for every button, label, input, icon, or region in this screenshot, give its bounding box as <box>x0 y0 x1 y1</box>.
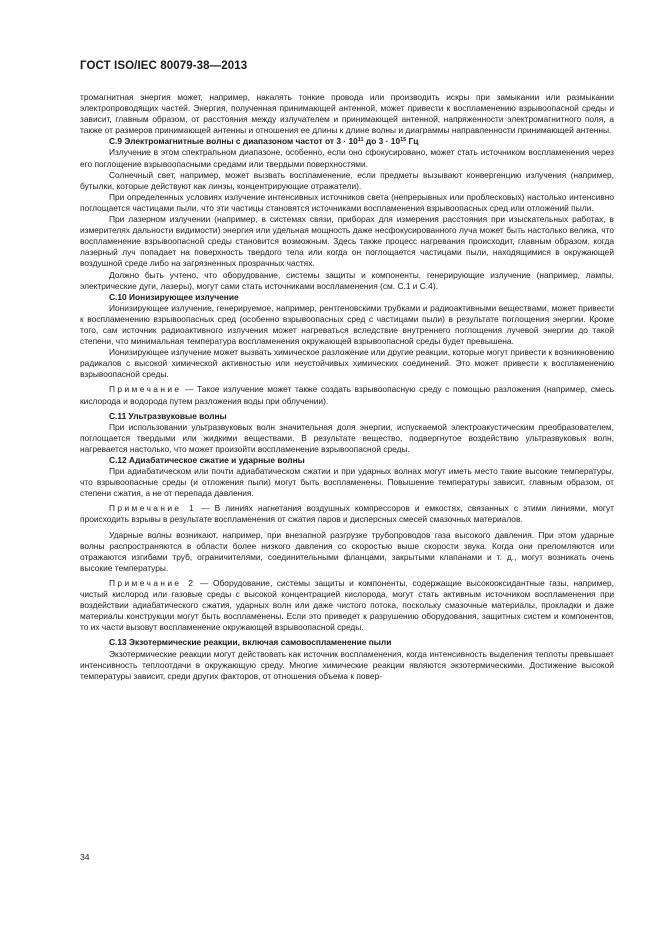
paragraph: Должно быть учтено, что оборудование, системы защиты и компоненты, генерирующие излучение (например, лампы, электрические дуги, лазеры), могут сами стать источниками воспламенения (см. С.1 и С.4). <box>80 269 614 291</box>
note-text: — Оборудование, системы защиты и компоненты, содержащие высокооксидантные газы, например, чистый кислород или газовые среды с высокой концентрацией кислорода, могут стать активным источником воспламенения при воздействии адиабатического сжатия, ударных волн или даже чистого потока, поскольку смазочные материалы, прокладки и даже материалы конструкции могут быть воспламенены. Если это приведет к разрушению оборудования, защитных систем и компонентов, то их части вызовут воспламенение окружающей взрывоопасной среды. <box>80 577 615 633</box>
heading-text: С.9 Электромагнитные волны с диапазоном частот от 3 · 10 <box>109 136 358 147</box>
section-heading-c10: С.10 Ионизирующее излучение <box>109 291 239 302</box>
note <box>80 578 614 633</box>
document-body <box>80 92 614 682</box>
exponent: 15 <box>400 137 407 144</box>
note-prefix: Примечание 1 <box>109 503 197 514</box>
page-number: 34 <box>80 852 90 862</box>
note-text: — Такое излучение может также создать взрывоопасную среду с помощью разложения (например, смесь кислорода и водорода путем разложения воды при облучении). <box>80 384 614 406</box>
paragraph: Ионизирующее излучение может вызвать химическое разложение или другие реакции, которые могут привести к возникновению радикалов с высокой химической активностью или неустойчивых химических соединений. Это может привести к воспламенению взрывоопасной среды. <box>80 347 614 380</box>
paragraph: Ионизирующее излучение, генерируемое, например, рентгеновскими трубками и радиоактивными веществами, может привести к воспламенению взрывоопасных сред (особенно взрывоопасных сред с частицами пыли) в результате поглощения энергии. Кроме того, сам источник радиоактивного излучения может нагреваться вследствие внутреннего поглощения лучевой энергии до такой степени, что минимальная температура воспламенения окружающей взрывоопасной среды будет превышена. <box>80 302 614 347</box>
section-heading-c11: С.11 Ультразвуковые волны <box>109 410 227 421</box>
section-heading-c13: С.13 Экзотермические реакции, включая самовоспламенение пыли <box>109 637 392 648</box>
paragraph: При определенных условиях излучение интенсивных источников света (непрерывных или проблесковых) настолько интенсивно поглощается частицами пыли, что эти частицы становятся источниками воспламенения взрывоопасных сред или отложений пыли. <box>80 191 614 213</box>
note-prefix: Примечание <box>109 384 182 395</box>
paragraph: Солнечный свет, например, может вызвать воспламенение, если предметы вызывают конвергенцию излучения (например, бутылки, которые действуют как линзы, концентрирующие отражатели). <box>80 169 614 191</box>
note-text: — В линиях нагнетания воздушных компрессоров и емкостях, связанных с этими линиями, могут происходить взрывы в результате воспламенения от сжатия паров и дисперсных смесей смазочных материалов. <box>80 503 614 525</box>
paragraph: Ударные волны возникают, например, при внезапной разгрузке трубопроводов газа высокого давления. При этом ударные волны распространяются в области более низкого давления со скоростью выше скорости звука. Когда они преломляются или отражаются изгибами труб, ограничителями, соединительными фланцами, закрытыми клапанами и т. д., могут возникать очень высокие температуры. <box>80 529 614 573</box>
section-heading-c9 <box>80 136 614 147</box>
paragraph: Экзотермические реакции могут действовать как источник воспламенения, когда интенсивность выделения теплоты превышает интенсивность теплоотдачи в окружающую среду. Многие химические реакции являются экзотермическими. Достижение высокой температуры зависит, среди других факторов, от отношения объема к повер- <box>80 648 614 681</box>
note <box>80 384 614 406</box>
document-header: ГОСТ ISO/IEC 80079-38—2013 <box>80 60 248 72</box>
exponent: 11 <box>357 137 364 144</box>
section-heading-c12: С.12 Адиабатическое сжатие и ударные волны <box>109 455 305 465</box>
paragraph: Излучение в этом спектральном диапазоне, особенно, если оно сфокусировано, может стать источником воспламенения через его поглощение взрывоопасными средами или твердыми поверхностями. <box>80 147 614 169</box>
document-page <box>80 60 614 682</box>
paragraph: При лазерном излучении (например, в системах связи, приборах для измерения расстояния при изыскательных работах, в измерителях дальности видимости) энергия или удельная мощность даже несфокусированного луча может быть настолько велика, что воспламенение взрывоопасной среды становится возможным. Здесь также процесс нагревания происходит, главным образом, когда лазерный луч попадает на поверхность твердого тела или когда он поглощается частицами пыли, находящимися в окружающей воздушной среде либо на загрязненных прозрачных частях. <box>80 214 614 269</box>
heading-text: Гц <box>406 136 419 147</box>
paragraph: тромагнитная энергия может, например, накалять тонкие провода или производить искры при замыкании или размыкании электропроводящих частей. Энергия, полученная принимающей антенной, может привести к воспламенению взрывоопасной среды и зависит, главным образом, от расстояния между излучателем и принимающей антенной, напряженности электромагнитного поля, а также от размеров принимающей антенны и отношения ее длины к длине волны и диаграммы направленности принимающей антенны. <box>80 92 614 136</box>
note-prefix: Примечание 2 <box>109 577 196 588</box>
heading-text: до 3 · 10 <box>363 136 401 147</box>
paragraph: При адиабатическом или почти адиабатическом сжатии и при ударных волнах могут иметь место такие высокие температуры, что взрывоопасные среды (и отложения пыли) могут быть воспламенены. Повышение температуры зависит, главным образом, от степени сжатия, а не от перепада давления. <box>80 466 614 499</box>
paragraph: При использовании ультразвуковых волн значительная доля энергии, испускаемой электроакустическим преобразователем, поглощается твердыми или жидкими веществами. В результате вещество, подвергнутое воздействию ультразвуковых волн, нагревается настолько, что может произойти воспламенение взрывоопасной среды. <box>80 421 614 454</box>
note <box>80 503 614 525</box>
